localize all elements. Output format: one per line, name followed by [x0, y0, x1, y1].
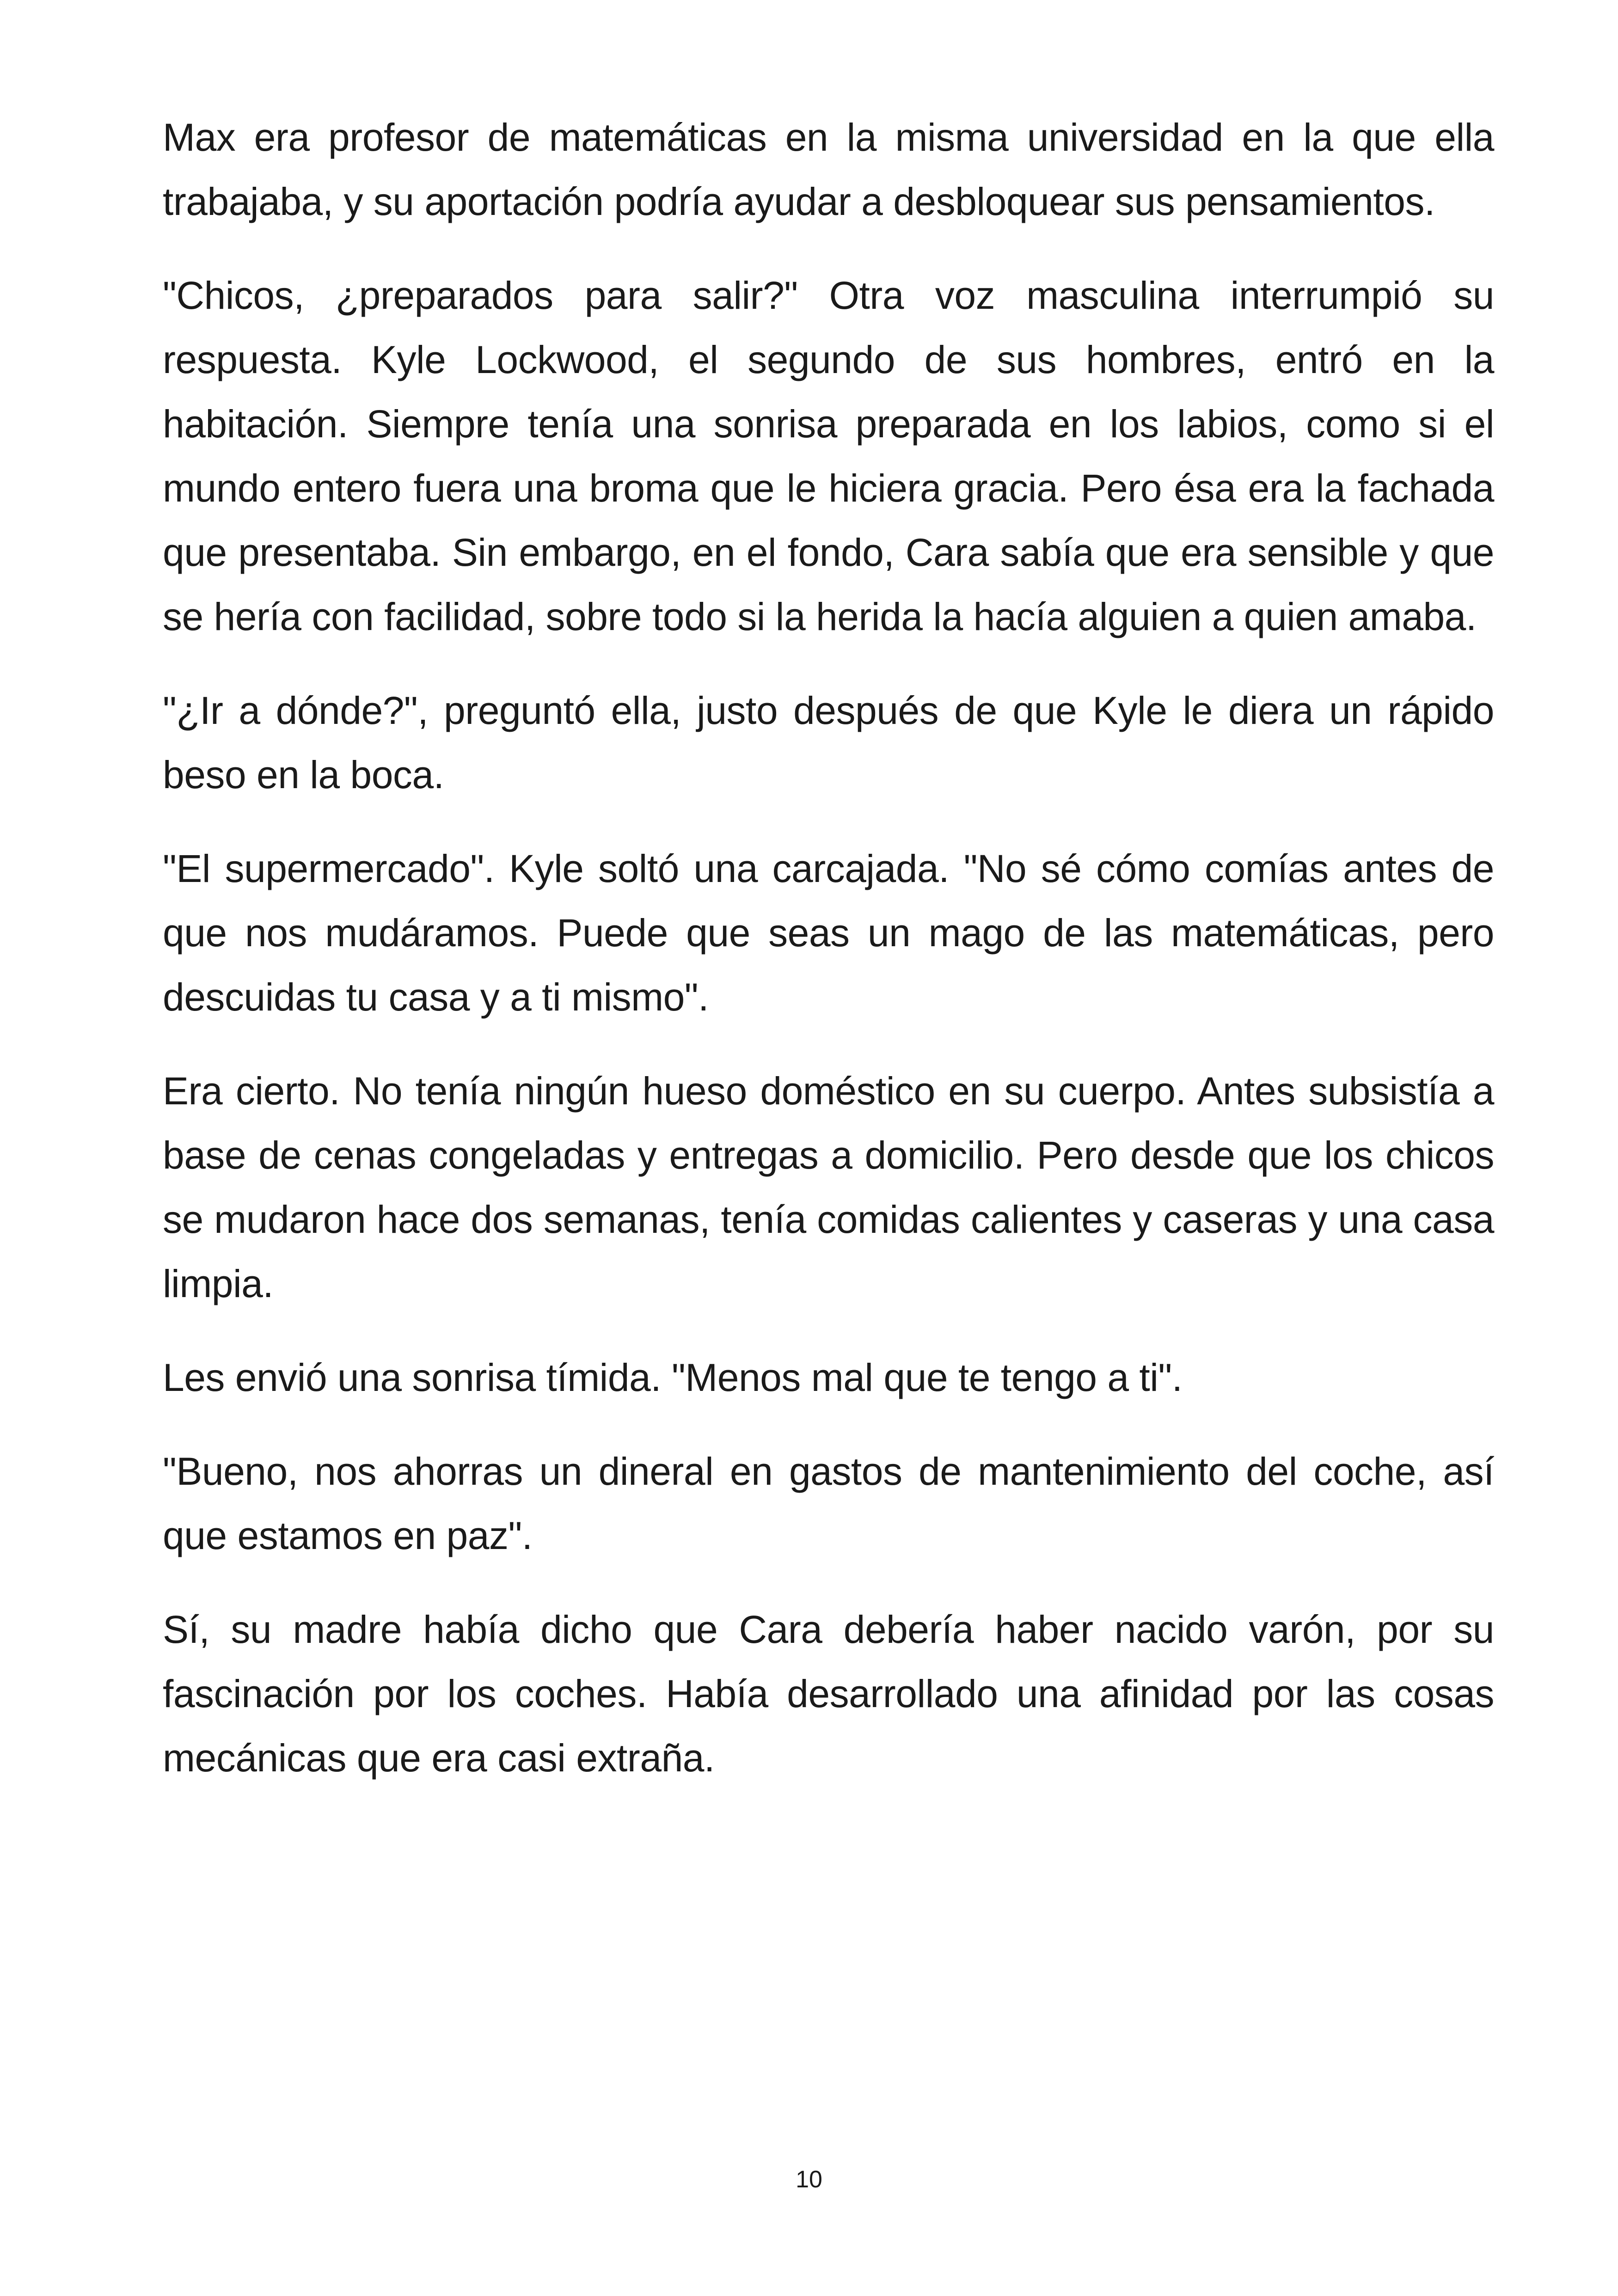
paragraph-8: Sí, su madre había dicho que Cara debería haber nacido varón, por su fascinación por los coches. Había desarrollado una afinidad por las cosas mecánicas que era casi extraña. [163, 1608, 1494, 1780]
body-text [163, 105, 1494, 1820]
paragraph-3: "¿Ir a dónde?", preguntó ella, justo después de que Kyle le diera un rápido beso en la boca. [163, 689, 1494, 796]
paragraph-4: "El supermercado". Kyle soltó una carcajada. "No sé cómo comías antes de que nos mudáramos. Puede que seas un mago de las matemáticas, pero descuidas tu casa y a ti mismo". [163, 847, 1494, 1019]
paragraph-7: "Bueno, nos ahorras un dineral en gastos de mantenimiento del coche, así que estamos en paz". [163, 1450, 1494, 1557]
paragraph-5: Era cierto. No tenía ningún hueso doméstico en su cuerpo. Antes subsistía a base de cenas congeladas y entregas a domicilio. Pero desde que los chicos se mudaron hace dos semanas, tenía comidas calientes y caseras y una casa limpia. [163, 1069, 1494, 1305]
paragraph-6: Les envió una sonrisa tímida. "Menos mal que te tengo a ti". [163, 1356, 1183, 1399]
page-number: 10 [796, 2166, 822, 2193]
paragraph-1: Max era profesor de matemáticas en la misma universidad en la que ella trabajaba, y su aportación podría ayudar a desbloquear sus pensamientos. [163, 116, 1494, 223]
paragraph-2: "Chicos, ¿preparados para salir?" Otra voz masculina interrumpió su respuesta. Kyle Lockwood, el segundo de sus hombres, entró en la habitación. Siempre tenía una sonrisa preparada en los labios, como si el mundo entero fuera una broma que le hiciera gracia. Pero ésa era la fachada que presentaba. Sin embargo, en el fondo, Cara sabía que era sensible y que se hería con facilidad, sobre todo si la herida la hacía alguien a quien amaba. [163, 274, 1494, 638]
